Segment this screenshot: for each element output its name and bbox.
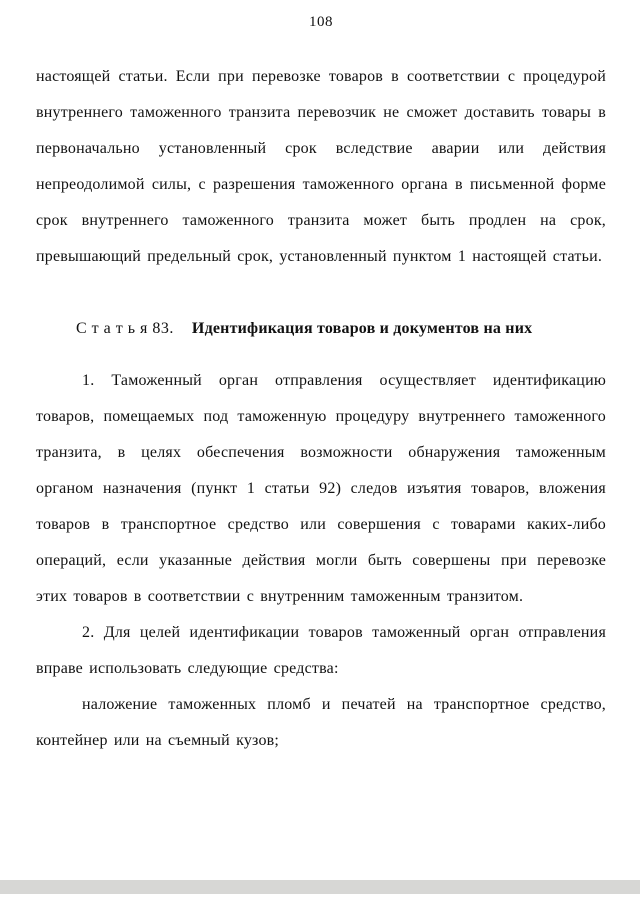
- article-heading: [36, 311, 606, 347]
- page-number: 108: [309, 14, 333, 30]
- article-title: Идентификация товаров и документов на них: [191, 320, 533, 337]
- paragraph-item-2: 2. Для целей идентификации товаров таможенный орган отправления вправе использовать следующие средства:: [36, 624, 606, 677]
- paragraph-item-1: 1. Таможенный орган отправления осуществляет идентификацию товаров, помещаемых под таможенную процедуру внутреннего таможенного транзита, в целях обеспечения возможности обнаружения таможенным органом назначения (пункт 1 статьи 92) следов изъятия товаров, вложения товаров в транспортное средство или совершения с товарами каких-либо операций, если указанные действия могли быть совершены при перевозке этих товаров в соответствии с внутренним таможенным транзитом.: [36, 372, 606, 605]
- paragraph-continuation: настоящей статьи. Если при перевозке товаров в соответствии с процедурой внутреннего таможенного транзита перевозчик не сможет доставить товары в первоначально установленный срок вследствие аварии или действия непреодолимой силы, с разрешения таможенного органа в письменной форме срок внутреннего таможенного транзита может быть продлен на срок, превышающий предельный срок, установленный пунктом 1 настоящей статьи.: [36, 68, 606, 265]
- scan-edge-artifact: [0, 880, 640, 894]
- article-number: С т а т ь я 83.: [76, 320, 174, 337]
- page-content: [36, 14, 606, 759]
- paragraph-item-3: наложение таможенных пломб и печатей на транспортное средство, контейнер или на съемный кузов;: [36, 696, 606, 749]
